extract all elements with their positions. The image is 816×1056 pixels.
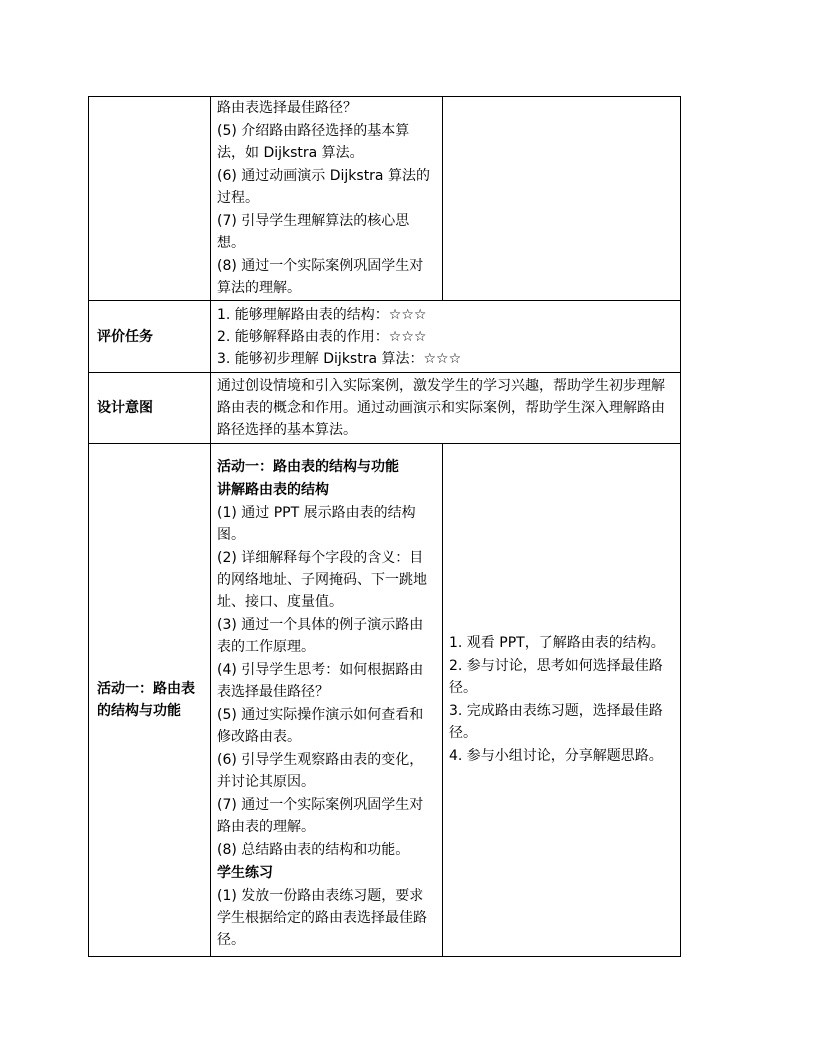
teacher-para: (7) 通过一个实际案例巩固学生对路由表的理解。 <box>217 797 424 835</box>
teacher-para: (8) 通过一个实际案例巩固学生对算法的理解。 <box>217 258 424 296</box>
evaluation-label: 评价任务 <box>89 301 211 373</box>
teacher-activity-cell <box>211 444 443 957</box>
teacher-para: (1) 通过 PPT 展示路由表的结构图。 <box>217 505 416 543</box>
lesson-plan-table <box>88 96 681 957</box>
student-para: 3. 完成路由表练习题，选择最佳路径。 <box>449 703 663 741</box>
table-row-activity-one <box>89 444 681 957</box>
student-para: 1. 观看 PPT，了解路由表的结构。 <box>449 635 665 651</box>
section-heading: 学生练习 <box>217 865 273 881</box>
teacher-para: (6) 引导学生观察路由表的变化，并讨论其原因。 <box>217 752 424 790</box>
student-para: 4. 参与小组讨论，分享解题思路。 <box>449 748 663 764</box>
table-row-evaluation <box>89 301 681 373</box>
table-row-design-intent <box>89 373 681 444</box>
design-intent-text: 通过创设情境和引入实际案例，激发学生的学习兴趣，帮助学生初步理解路由表的概念和作用。通过动画演示和实际案例，帮助学生深入理解路由路径选择的基本算法。 <box>211 373 681 444</box>
activity-heading: 活动一：路由表的结构与功能 <box>217 459 399 475</box>
table-row-continued <box>89 97 681 301</box>
teacher-para: (2) 详细解释每个字段的含义：目的网络地址、子网掩码、下一跳地址、接口、度量值。 <box>217 550 427 610</box>
teacher-para: (6) 通过动画演示 Dijkstra 算法的过程。 <box>217 168 430 206</box>
activity-label: 活动一：路由表的结构与功能 <box>89 444 211 957</box>
teacher-para: (1) 发放一份路由表练习题，要求学生根据给定的路由表选择最佳路径。 <box>217 888 427 948</box>
evaluation-item: 1. 能够理解路由表的结构：☆☆☆ <box>217 307 427 323</box>
section-heading: 讲解路由表的结构 <box>217 482 329 498</box>
student-activity-cell <box>443 444 681 957</box>
student-para: 2. 参与讨论，思考如何选择最佳路径。 <box>449 658 663 696</box>
teacher-para: (8) 总结路由表的结构和功能。 <box>217 842 410 858</box>
teacher-para: (3) 通过一个具体的例子演示路由表的工作原理。 <box>217 617 424 655</box>
teacher-para: (5) 通过实际操作演示如何查看和修改路由表。 <box>217 707 424 745</box>
evaluation-item: 2. 能够解释路由表的作用：☆☆☆ <box>217 329 427 345</box>
teacher-para: 路由表选择最佳路径？ <box>217 100 357 116</box>
label-cell-empty <box>89 97 211 301</box>
teacher-para: (4) 引导学生思考：如何根据路由表选择最佳路径？ <box>217 662 424 700</box>
teacher-para: (7) 引导学生理解算法的核心思想。 <box>217 213 410 251</box>
evaluation-cell <box>211 301 681 373</box>
evaluation-item: 3. 能够初步理解 Dijkstra 算法：☆☆☆ <box>217 351 462 367</box>
design-intent-label: 设计意图 <box>89 373 211 444</box>
student-activity-cell-empty <box>443 97 681 301</box>
teacher-activity-cell <box>211 97 443 301</box>
teacher-para: (5) 介绍路由路径选择的基本算法，如 Dijkstra 算法。 <box>217 123 410 161</box>
